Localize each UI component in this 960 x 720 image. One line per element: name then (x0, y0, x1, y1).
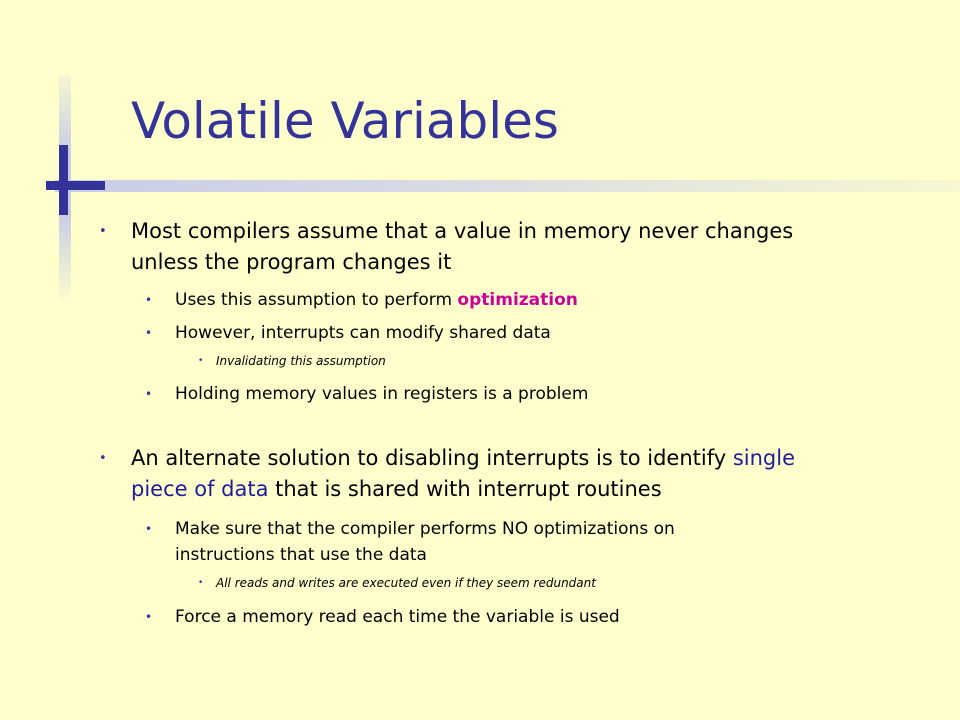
bullet-icon: • (145, 610, 153, 624)
bullet-icon: • (198, 356, 204, 366)
bullet-text: An alternate solution to disabling interrupts is to identify (131, 446, 733, 470)
bullet-icon: • (145, 387, 153, 401)
sub-sub-bullet-text: Invalidating this assumption (216, 354, 386, 368)
decorative-cross-vertical (59, 145, 68, 215)
bullet-icon: • (145, 293, 153, 307)
sub-bullet-text-line2: instructions that use the data (175, 545, 427, 565)
sub-bullet-no-optimizations (145, 516, 675, 568)
sub-bullet-optimization (145, 287, 578, 313)
sub-sub-bullet-text: All reads and writes are executed even if they seem redundant (216, 576, 596, 590)
decorative-horizontal-bar (55, 180, 960, 192)
bullet-text-line1 (131, 443, 795, 474)
bullet-icon: • (145, 522, 153, 536)
bullet-text-line2 (131, 474, 795, 505)
bullet-icon: • (198, 578, 204, 588)
slide-title: Volatile Variables (131, 92, 559, 150)
sub-bullet-text: Force a memory read each time the variable is used (175, 607, 620, 627)
highlight-optimization: optimization (457, 290, 578, 310)
sub-bullet-text-line1: Make sure that the compiler performs NO optimizations on (175, 519, 675, 539)
highlight-single: single (732, 446, 796, 470)
decorative-cross-horizontal (46, 181, 105, 190)
bullet-text-line2: unless the program changes it (131, 250, 452, 274)
sub-bullet-text: Uses this assumption to perform (175, 290, 458, 310)
highlight-piece-of-data: piece of data (131, 477, 269, 501)
bullet-icon: • (99, 451, 107, 466)
sub-bullet-force-memory-read (145, 604, 620, 630)
sub-sub-bullet-invalidating (198, 352, 386, 370)
bullet-alternate-solution (99, 443, 796, 505)
sub-bullet-interrupts-modify (145, 320, 551, 346)
bullet-text-line1: Most compilers assume that a value in memory never changes (131, 219, 794, 243)
sub-bullet-text: Holding memory values in registers is a problem (175, 384, 589, 404)
sub-sub-bullet-reads-writes (198, 574, 596, 592)
sub-bullet-text: However, interrupts can modify shared data (175, 323, 551, 343)
bullet-text: that is shared with interrupt routines (268, 477, 662, 501)
bullet-compilers-assume (99, 216, 794, 278)
bullet-icon: • (145, 326, 153, 340)
bullet-icon: • (99, 224, 107, 239)
sub-bullet-holding-registers (145, 381, 589, 407)
